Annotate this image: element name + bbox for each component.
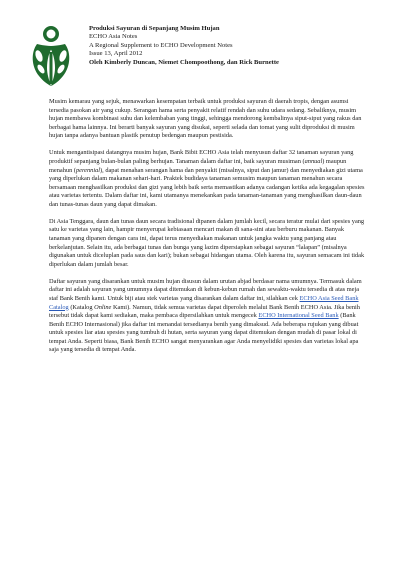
seed-bank-catalog-link[interactable]: ECHO Asia Seed Bank Catalog [49,295,359,311]
issue-line: Issue 13, April 2012 [89,50,143,58]
paragraph-4 [49,278,367,355]
paragraph-2-text-c: ), dapat menahan serangan hama dan penyakit (misalnya, siput dan jamur) dan menyediakan gizi utama yang diperlukan dalam makanan sehari-hari. Praktek budidaya tanaman semusim maupun tanaman menahun secara bersamaan menghasilkan produksi dan gizi yang lebih baik serta memastikan adanya cadangan ketika ada kegagalan spesies atau varietas tertentu. Dalam daftar ini, kami utamanya menekankan pada tanaman-tanaman yang menghasilkan daun-daun dan tunas-tunas daun yang dapat dimakan. [49,166,365,208]
paragraph-2-text-a: Untuk mengantisipasi datangnya musim hujan, Bank Bibit ECHO Asia telah menyusun daftar 32 tanaman sayuran yang produktif sepanjang bulan-bulan paling berhujan. Tanaman dalam daftar ini, baik sayuran musiman ( [49,149,354,165]
paragraph-4-text-b: (Katalog [68,303,95,311]
paragraph-4-text-c: Kami). Namun, tidak semua varietas dapat diperoleh melalui Bank Benih ECHO Asia. Jika benih tersebut tidak dapat kami sediakan, maka pembaca dipersilahkan untuk mengecek [49,303,360,320]
term-perennial: perennial [75,166,101,174]
document-header [89,25,389,67]
paragraph-4-text-d: (Bank Benih ECHO Internasional) jika daftar ini menandai tersedianya benih yang dimaksud. Ada beberapa rujukan yang dibuat untuk spesies liar atau spesies yang tumbuh di hutan, serta sayuran yang dapat ditemukan dengan mudah di pasar lokal di tempat Anda. Seperti biasa, Bank Benih ECHO sangat menyarankan agar Anda menyelidiki spesies dan varietas lokal apa saja yang tersedia di tempat Anda. [49,312,359,354]
term-online: Online [94,303,112,311]
paragraph-2 [49,149,367,209]
supplement-line: A Regional Supplement to ECHO Development Notes [89,41,233,49]
term-annual: annual [304,157,323,165]
paragraph-1: Musim kemarau yang sejuk, menawarkan kesempatan terbaik untuk produksi sayuran di daerah tropis, dengan asumsi tersedia pasokan air yang cukup. Serangan hama serta penyakit relatif rendah dan suhu udara sedang. Sebaliknya, musim hujan membawa kombinasi suhu dan kelembaban yang tinggi, sehingga mendorong kembalinya siput-siput yang rakus dan berbagai hama lainnya. Ini berarti banyak sayuran yang disukai, seperti selada dan tomat yang sulit diproduksi di musim hujan tanpa adanya bantuan plastik penutup bedengan maupun pestisida. [49,98,362,140]
echo-logo-icon [29,22,73,90]
document-title: Produksi Sayuran di Sepanjang Musim Hujan [89,25,220,32]
international-seed-bank-link[interactable]: ECHO International Seed Bank [258,312,339,320]
authors-line: Oleh Kimberly Duncan, Niemet Chompoothong, dan Rick Burnette [89,58,279,66]
paragraph-3: Di Asia Tenggara, daun dan tunas daun secara tradisional dipanen dalam jumlah kecil, secara teratur mulai dari spesies yang satu ke varietas yang lain, hampir menyerupai kebiasaan mencari makan di sana-sini atau berburu makanan. Banyak tanaman yang dipanen dengan cara ini, dapat terus menyediakan makanan untuk jangka waktu yang panjang atau berkelanjutan. Selain itu, ada berbagai tunas dan bunga yang lazim dipersiapkan sebagai sayuran “lalapan” (misalnya digunakan untuk diceluplan pada saus dan kari); bukan sebagai hidangan utama. Oleh karena itu, sayuran semacam ini tidak diperlukan dalam jumlah besar. [49,217,365,268]
series-name: ECHO Asia Notes [89,33,138,41]
document-body [49,98,367,364]
paragraph-4-text-a: Daftar sayuran yang disarankan untuk musim hujan disusun dalam urutan abjad berdasar nama umumnya. Termasuk dalam daftar ini adalah sayuran yang umumnya dapat ditemukan di kebun-kebun rumah dan sewaktu-waktu tersedia di atas meja staf Bank Benih kami. Untuk biji atau stek varietas yang disarankan dalam daftar ini, silahkan cek [49,277,362,302]
paragraph-2-text-b: ) maupun menahun ( [49,157,347,174]
